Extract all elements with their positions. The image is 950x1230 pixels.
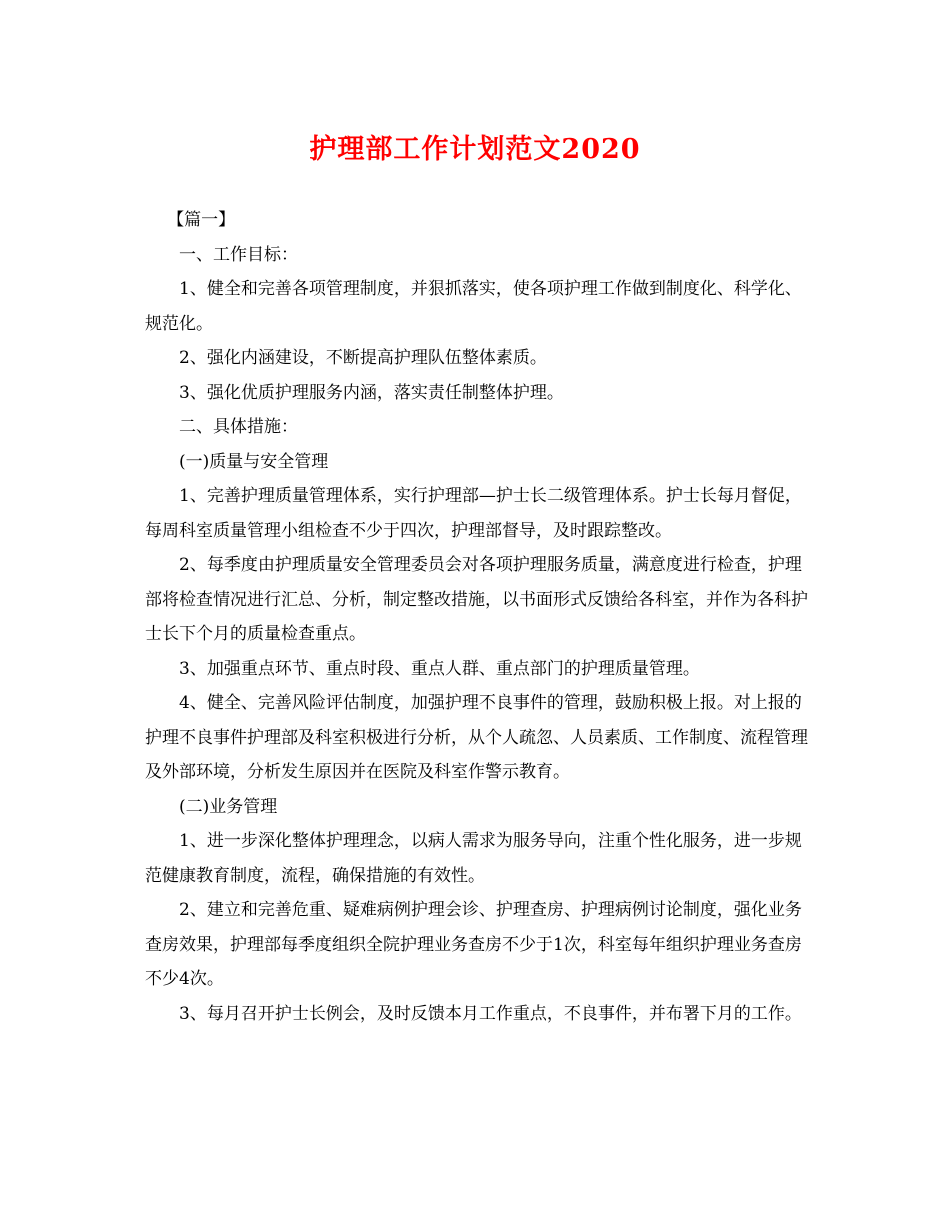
heading-specific-measures: 二、具体措施：: [179, 417, 298, 437]
paragraph: 2、强化内涵建设，不断提高护理队伍整体素质。: [179, 348, 547, 368]
paragraph: 3、强化优质护理服务内涵，落实责任制整体护理。: [179, 382, 564, 403]
paragraph: 2、建立和完善危重、疑难病例护理会诊、护理查房、护理病例讨论制度，强化业务查房效果，护理部每季度组织全院护理业务查房不少于1次，科室每年组织护理业务查房不少4次。: [145, 900, 802, 989]
subheading-quality-safety: (一)质量与安全管理: [179, 451, 329, 472]
section-heading-part-one: 【篇一】: [167, 210, 236, 230]
document-title: 护理部工作计划范文2020: [309, 134, 641, 165]
paragraph: 3、加强重点环节、重点时段、重点人群、重点部门的护理质量管理。: [179, 658, 700, 679]
document-body: [145, 203, 810, 1031]
paragraph: 1、进一步深化整体护理理念，以病人需求为服务导向，注重个性化服务，进一步规范健康教育制度，流程，确保措施的有效性。: [145, 831, 802, 886]
paragraph: 3、每月召开护士长例会，及时反馈本月工作重点，不良事件，并布署下月的工作。: [179, 1003, 802, 1024]
heading-work-goals: 一、工作目标：: [179, 244, 298, 265]
paragraph: 1、完善护理质量管理体系，实行护理部—护士长二级管理体系。护士长每月督促，每周科室质量管理小组检查不少于四次，护理部督导，及时跟踪整改。: [145, 486, 802, 541]
paragraph: 4、健全、完善风险评估制度，加强护理不良事件的管理，鼓励积极上报。对上报的护理不良事件护理部及科室积极进行分析，从个人疏忽、人员素质、工作制度、流程管理及外部环境，分析发生原因并在医院及科室作警示教育。: [145, 693, 808, 782]
paragraph: 1、健全和完善各项管理制度，并狠抓落实，使各项护理工作做到制度化、科学化、规范化。: [145, 279, 802, 334]
paragraph: 2、每季度由护理质量安全管理委员会对各项护理服务质量，满意度进行检查，护理部将检查情况进行汇总、分析，制定整改措施，以书面形式反馈给各科室，并作为各科护士长下个月的质量检查重点。: [145, 555, 808, 644]
subheading-business-management: (二)业务管理: [179, 796, 278, 817]
